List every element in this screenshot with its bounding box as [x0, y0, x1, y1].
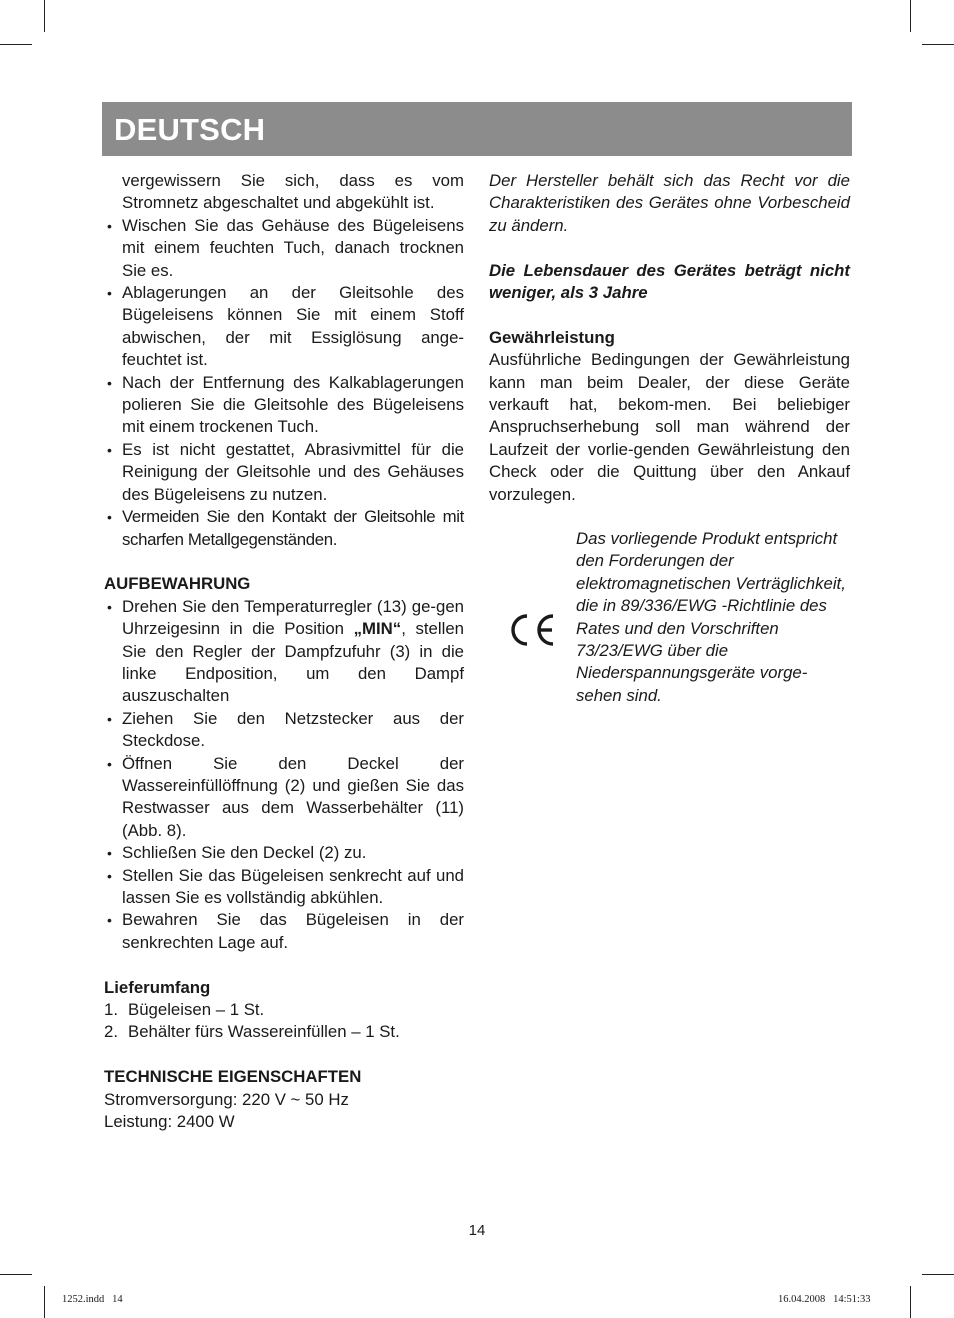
- delivery-list: [104, 999, 464, 1044]
- intro-continuation: vergewissern Sie sich, dass es vom Stromnetz abgeschaltet und abgekühlt ist.: [122, 171, 464, 213]
- warranty-heading: Gewährleistung: [489, 327, 615, 347]
- crop-mark: [922, 44, 954, 45]
- crop-mark: [44, 1286, 45, 1318]
- list-item: 1. Bügeleisen – 1 St.: [104, 1000, 265, 1019]
- list-item: • Wischen Sie das Gehäuse des Bügeleisens mit einem feuchten Tuch, danach trocknen Sie es.: [107, 215, 464, 280]
- crop-mark: [0, 44, 32, 45]
- crop-mark: [0, 1274, 32, 1275]
- list-item: • Schließen Sie den Deckel (2) zu.: [104, 842, 464, 864]
- list-item: • Es ist nicht gestattet, Abrasivmittel für die Reinigung der Gleitsohle und des Gehäuses des Bügeleisens zu nutzen.: [107, 439, 464, 504]
- print-slug-file: 1252.indd 14: [62, 1294, 123, 1305]
- tech-heading: TECHNISCHE EIGENSCHAFTEN: [104, 1067, 362, 1087]
- bullet-icon: •: [107, 509, 112, 526]
- page-number: 14: [468, 1222, 486, 1239]
- bullet-icon: •: [107, 845, 112, 862]
- crop-mark: [910, 1286, 911, 1318]
- delivery-heading: Lieferumfang: [104, 977, 211, 997]
- list-item: • Nach der Entfernung des Kalkablagerungen polieren Sie die Gleitsohle des Bügeleisens mit einem trockenen Tuch.: [107, 372, 464, 437]
- bullet-icon: •: [107, 912, 112, 929]
- lifetime-note: Die Lebensdauer des Gerätes beträgt nicht weniger, als 3 Jahre: [489, 260, 850, 303]
- list-item: 2. Behälter fürs Wassereinfüllen – 1 St.: [104, 1022, 400, 1042]
- list-item: • Vermeiden Sie den Kontakt der Gleitsohle mit scharfen Metallgegenständen.: [107, 507, 464, 549]
- list-item: • Ablagerungen an der Gleitsohle des Bügeleisens können Sie mit einem Stoff abwischen, der mit Essiglösung ange-feuchtet ist.: [107, 283, 464, 370]
- storage-heading: AUFBEWAHRUNG: [104, 574, 251, 594]
- power-spec: Leistung: 2400 W: [104, 1112, 235, 1132]
- bullet-icon: •: [107, 867, 112, 884]
- list-item: • Öffnen Sie den Deckel der Wassereinfüllöffnung (2) und gießen Sie das Restwasser aus dem Wasserbehälter (11) (Abb. 8).: [107, 753, 464, 840]
- care-list: [104, 215, 464, 551]
- bullet-icon: •: [107, 710, 112, 727]
- crop-mark: [922, 1274, 954, 1275]
- ce-compliance-text: Das vorliegende Produkt entspricht den Forderungen der elektromagnetischen Verträglichkeit, die in 89/336/EWG -Richtlinie des Rates und den Vorschriften 73/23/EWG über die Niederspannungsgeräte vorge-sehen sind.: [576, 529, 846, 705]
- crop-mark: [44, 0, 45, 32]
- list-item: • Ziehen Sie den Netzstecker aus der Steckdose.: [107, 708, 464, 751]
- page-title: DEUTSCH: [114, 112, 266, 147]
- right-column: [489, 170, 850, 506]
- list-item: • Bewahren Sie das Bügeleisen in der senkrechten Lage auf.: [107, 910, 464, 952]
- bullet-icon: •: [107, 285, 112, 302]
- left-column: [104, 170, 464, 1133]
- print-slug-date: 16.04.2008 14:51:33: [778, 1294, 871, 1305]
- bullet-icon: •: [107, 374, 112, 391]
- power-supply-spec: Stromversorgung: 220 V ~ 50 Hz: [104, 1089, 349, 1109]
- storage-list: [104, 596, 464, 955]
- bullet-icon: •: [107, 598, 112, 615]
- bullet-icon: •: [107, 441, 112, 458]
- ce-mark-icon: [507, 610, 559, 650]
- min-position-label: „MIN“: [353, 619, 402, 639]
- crop-mark: [910, 0, 911, 32]
- warranty-text: Ausführliche Bedingungen der Gewährleistung kann man beim Dealer, der diese Geräte verkauft hat, bekom-men. Bei beliebiger Anspruchserhebung soll man während der Laufzeit der vorlie-genden Gewährleistung den Check oder die Quittung über den Ankauf vorzulegen.: [489, 350, 850, 504]
- bullet-icon: •: [107, 755, 112, 772]
- list-item: • Drehen Sie den Temperaturregler (13) ge-gen Uhrzeigesinn in die Position „MIN“, stellen Sie den Regler der Dampfzufuhr (3) in die linke Endposition, um den Dampf auszuschalten: [107, 596, 464, 706]
- bullet-icon: •: [107, 217, 112, 234]
- list-item: • Stellen Sie das Bügeleisen senkrecht auf und lassen Sie es vollständig abkühlen.: [107, 865, 464, 907]
- manufacturer-note: Der Hersteller behält sich das Recht vor die Charakteristiken des Gerätes ohne Vorbescheid zu ändern.: [489, 171, 850, 235]
- language-header-bar: [102, 102, 852, 156]
